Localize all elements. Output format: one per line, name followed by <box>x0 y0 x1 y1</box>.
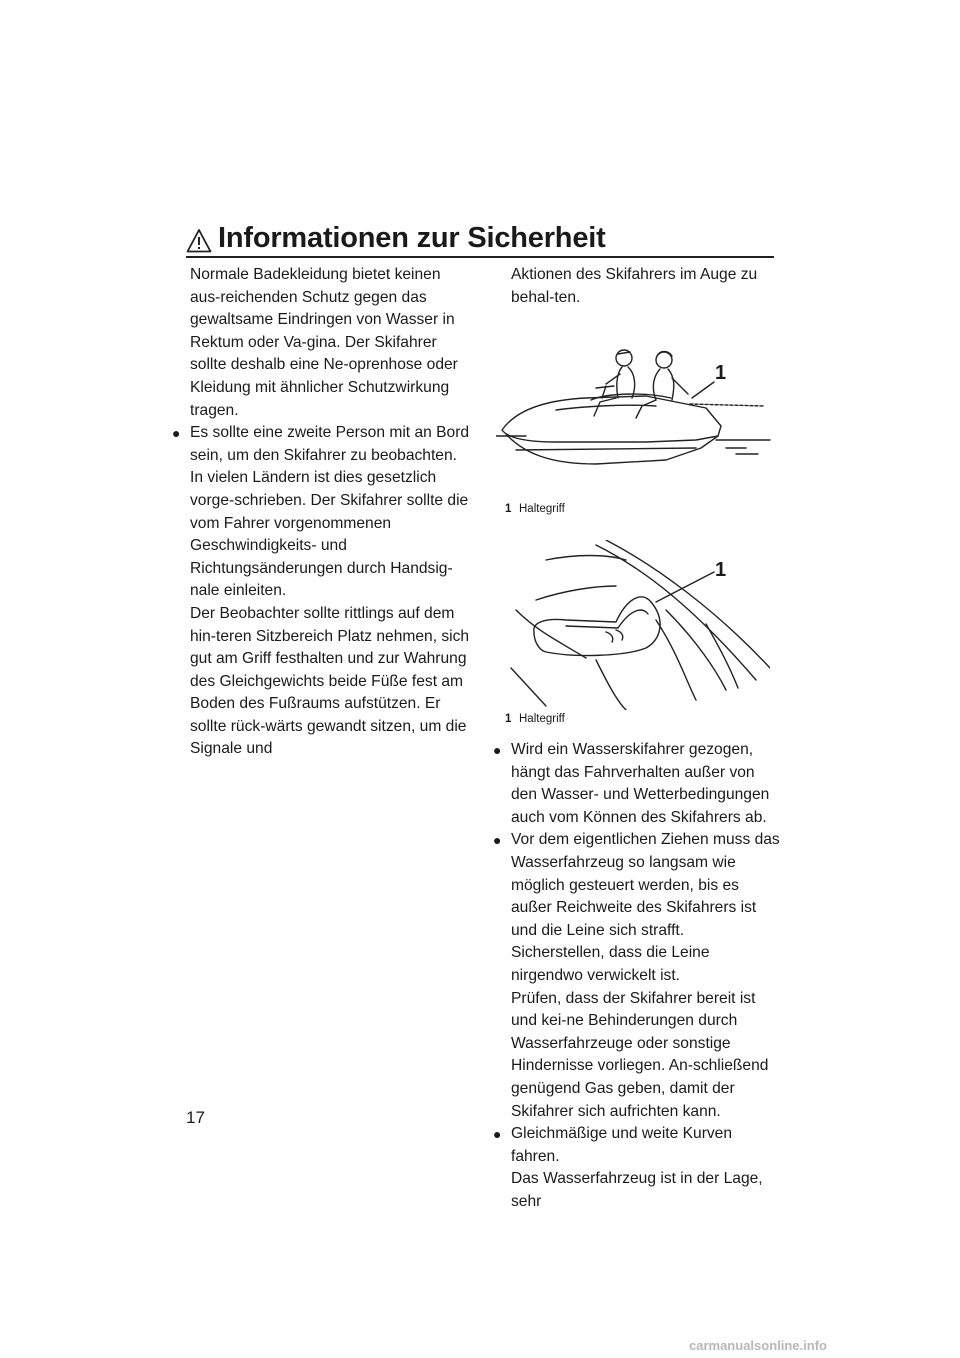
figure-callout: 1 <box>715 362 727 384</box>
bullet-dot-icon: ● <box>493 1126 502 1143</box>
figure-callout: 1 <box>715 559 727 581</box>
page-number: 17 <box>186 1108 205 1127</box>
figure-caption <box>505 503 565 515</box>
bullet-dot-icon: ● <box>172 425 181 442</box>
caption-text: Haltegriff <box>519 503 565 515</box>
page-header <box>186 222 774 258</box>
grab-handle-illustration <box>506 540 770 710</box>
paragraph: Aktionen des Skifahrers im Auge zu behal-ten. <box>511 266 758 306</box>
paragraph: Normale Badekleidung bietet keinen aus-reichenden Schutz gegen das gewaltsame Eindringen von Wasser in Rektum oder Va-gina. Der Skifahrer sollte deshalb eine Ne-oprenhose oder Kleidung mit ähnlicher Schutzwirkung tragen. <box>190 266 458 419</box>
bullet-item <box>491 739 781 829</box>
caption-text: Haltegriff <box>519 713 565 725</box>
bullet-dot-icon: ● <box>493 832 502 849</box>
bullet-item <box>491 1123 781 1168</box>
header-rule <box>186 256 774 258</box>
figure-caption <box>505 713 565 725</box>
warning-triangle-icon <box>186 228 212 254</box>
bullet-item <box>170 422 470 603</box>
bullet-text: Wird ein Wasserskifahrer gezogen, hängt das Fahrverhalten außer von den Wasser- und Wetterbedingungen auch vom Können des Skifahrers ab. <box>511 741 770 826</box>
caption-number: 1 <box>505 503 512 515</box>
watercraft-illustration <box>496 338 772 474</box>
paragraph: Der Beobachter sollte rittlings auf dem hin-teren Sitzbereich Platz nehmen, sich gut am Griff festhalten und zur Wahrung des Gleichgewichts beide Füße fest am Boden des Fußraums aufstützen. Er sollte rück-wärts gewandt sitzen, um die Signale und <box>190 604 470 758</box>
right-column-bottom <box>491 739 781 1213</box>
bullet-text: Gleichmäßige und weite Kurven fahren. <box>511 1125 733 1165</box>
bullet-text: Es sollte eine zweite Person mit an Bord sein, um den Skifahrer zu beobachten. In vielen Ländern ist dies gesetzlich vorge-schrieben. Der Skifahrer sollte die vom Fahrer vorgenommenen Geschwindigkeits- und Richtungsänderungen durch Handsig-nale einleiten. <box>190 424 470 600</box>
page-title: Informationen zur Sicherheit <box>218 222 606 254</box>
left-column <box>170 264 470 761</box>
bullet-dot-icon: ● <box>493 742 502 758</box>
watermark: carmanualsonline.info <box>689 1338 827 1353</box>
bullet-text: Vor dem eigentlichen Ziehen muss das Wasserfahrzeug so langsam wie möglich gesteuert werden, bis es außer Reichweite des Skifahrers ist und die Leine sich strafft. Sicherstellen, dass die Leine nirgendwo verwickelt ist. <box>511 831 780 984</box>
paragraph: Das Wasserfahrzeug ist in der Lage, sehr <box>511 1170 763 1210</box>
caption-number: 1 <box>505 713 512 725</box>
bullet-item <box>491 829 781 987</box>
paragraph: Prüfen, dass der Skifahrer bereit ist und kei-ne Behinderungen durch Wasserfahrzeuge oder sonstige Hindernisse vorliegen. An-schließend genügend Gas geben, damit der Skifahrer sich aufrichten kann. <box>511 989 769 1120</box>
right-column-top <box>491 264 781 309</box>
